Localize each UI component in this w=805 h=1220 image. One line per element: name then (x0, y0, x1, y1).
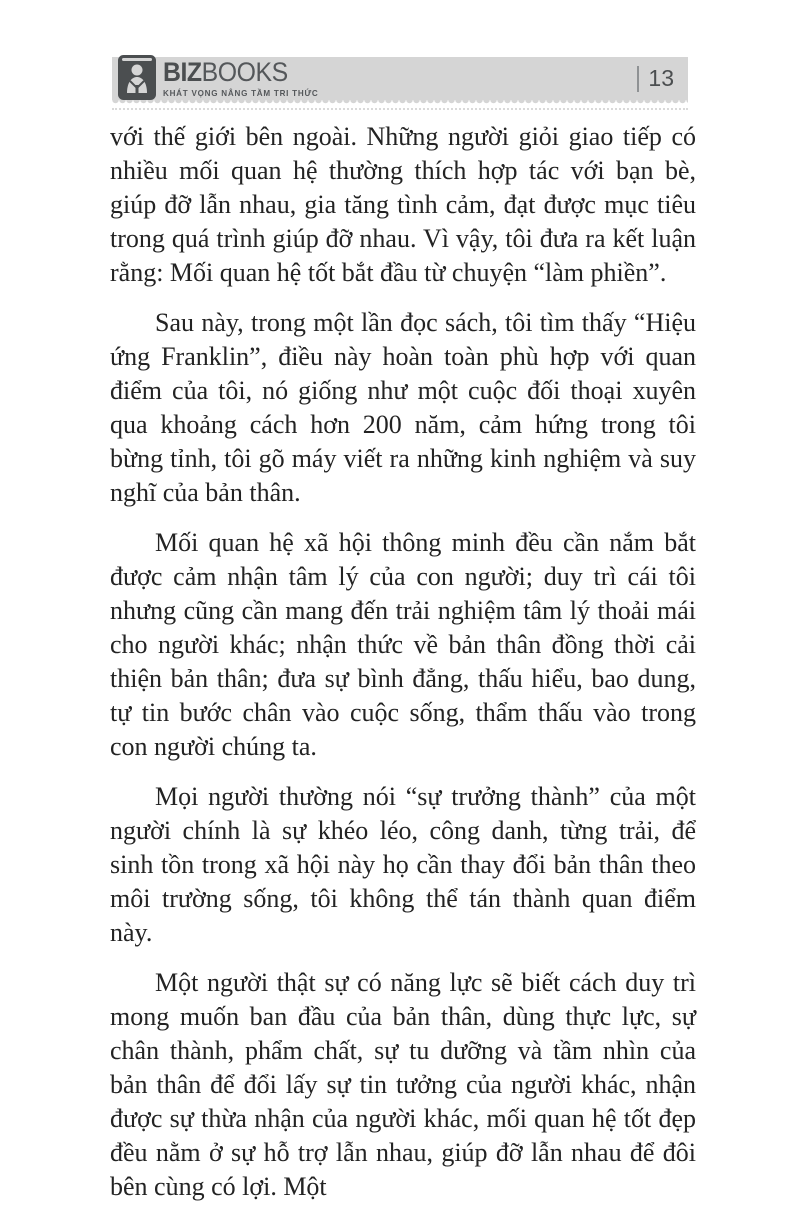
paragraph: Mọi người thường nói “sự trưởng thành” của một người chính là sự khéo léo, công danh, từng trải, để sinh tồn trong xã hội này họ cần thay đổi bản thân theo môi trường sống, tôi không thể tán thành quan điểm này. (110, 782, 696, 947)
paragraph: Mối quan hệ xã hội thông minh đều cần nắm bắt được cảm nhận tâm lý của con người; duy trì cái tôi nhưng cũng cần mang đến trải nghiệm tâm lý thoải mái cho người khác; nhận thức về bản thân đồng thời cải thiện bản thân; đưa sự bình đẳng, thấu hiểu, bao dung, tự tin bước chân vào cuộc sống, thẩm thấu vào trong con người chúng ta. (110, 528, 696, 761)
page-number-block (637, 65, 674, 92)
paragraph: Sau này, trong một lần đọc sách, tôi tìm thấy “Hiệu ứng Franklin”, điều này hoàn toàn phù hợp với quan điểm của tôi, nó giống như một cuộc đối thoại xuyên qua khoảng cách hơn 200 năm, cảm hứng trong tôi bừng tỉnh, tôi gõ máy viết ra những kinh nghiệm và suy nghĩ của bản thân. (110, 308, 696, 507)
brand-name (163, 59, 314, 86)
page-number-divider (637, 66, 639, 92)
book-page-text (110, 120, 696, 1220)
brand-block (163, 59, 327, 98)
brand-name-biz: BIZ (163, 57, 202, 88)
bizbooks-logo (118, 57, 327, 100)
paragraph: Một người thật sự có năng lực sẽ biết cách duy trì mong muốn ban đầu của bản thân, dùng thực lực, sự chân thành, phẩm chất, sự tu dưỡng và tầm nhìn của bản thân để đổi lấy sự tin tưởng của người khác, nhận được sự thừa nhận của người khác, mối quan hệ tốt đẹp đều nằm ở sự hỗ trợ lẫn nhau, giúp đỡ lẫn nhau để đôi bên cùng có lợi. Một (110, 968, 696, 1201)
header-bar (112, 57, 688, 100)
brand-name-books: BOOKS (201, 57, 288, 88)
bizbooks-book-figure-icon (118, 55, 156, 100)
page-header (112, 57, 688, 110)
page-number: 13 (648, 65, 674, 91)
brand-tagline: KHÁT VỌNG NÂNG TẦM TRI THỨC (163, 88, 319, 99)
perforation-edge (112, 100, 688, 105)
paragraph: với thế giới bên ngoài. Những người giỏi giao tiếp có nhiều mối quan hệ thường thích hợp tác với bạn bè, giúp đỡ lẫn nhau, gia tăng tình cảm, đạt được mục tiêu trong quá trình giúp đỡ nhau. Vì vậy, tôi đưa ra kết luận rằng: Mối quan hệ tốt bắt đầu từ chuyện “làm phiền”. (110, 122, 696, 287)
dotted-divider (112, 108, 688, 110)
